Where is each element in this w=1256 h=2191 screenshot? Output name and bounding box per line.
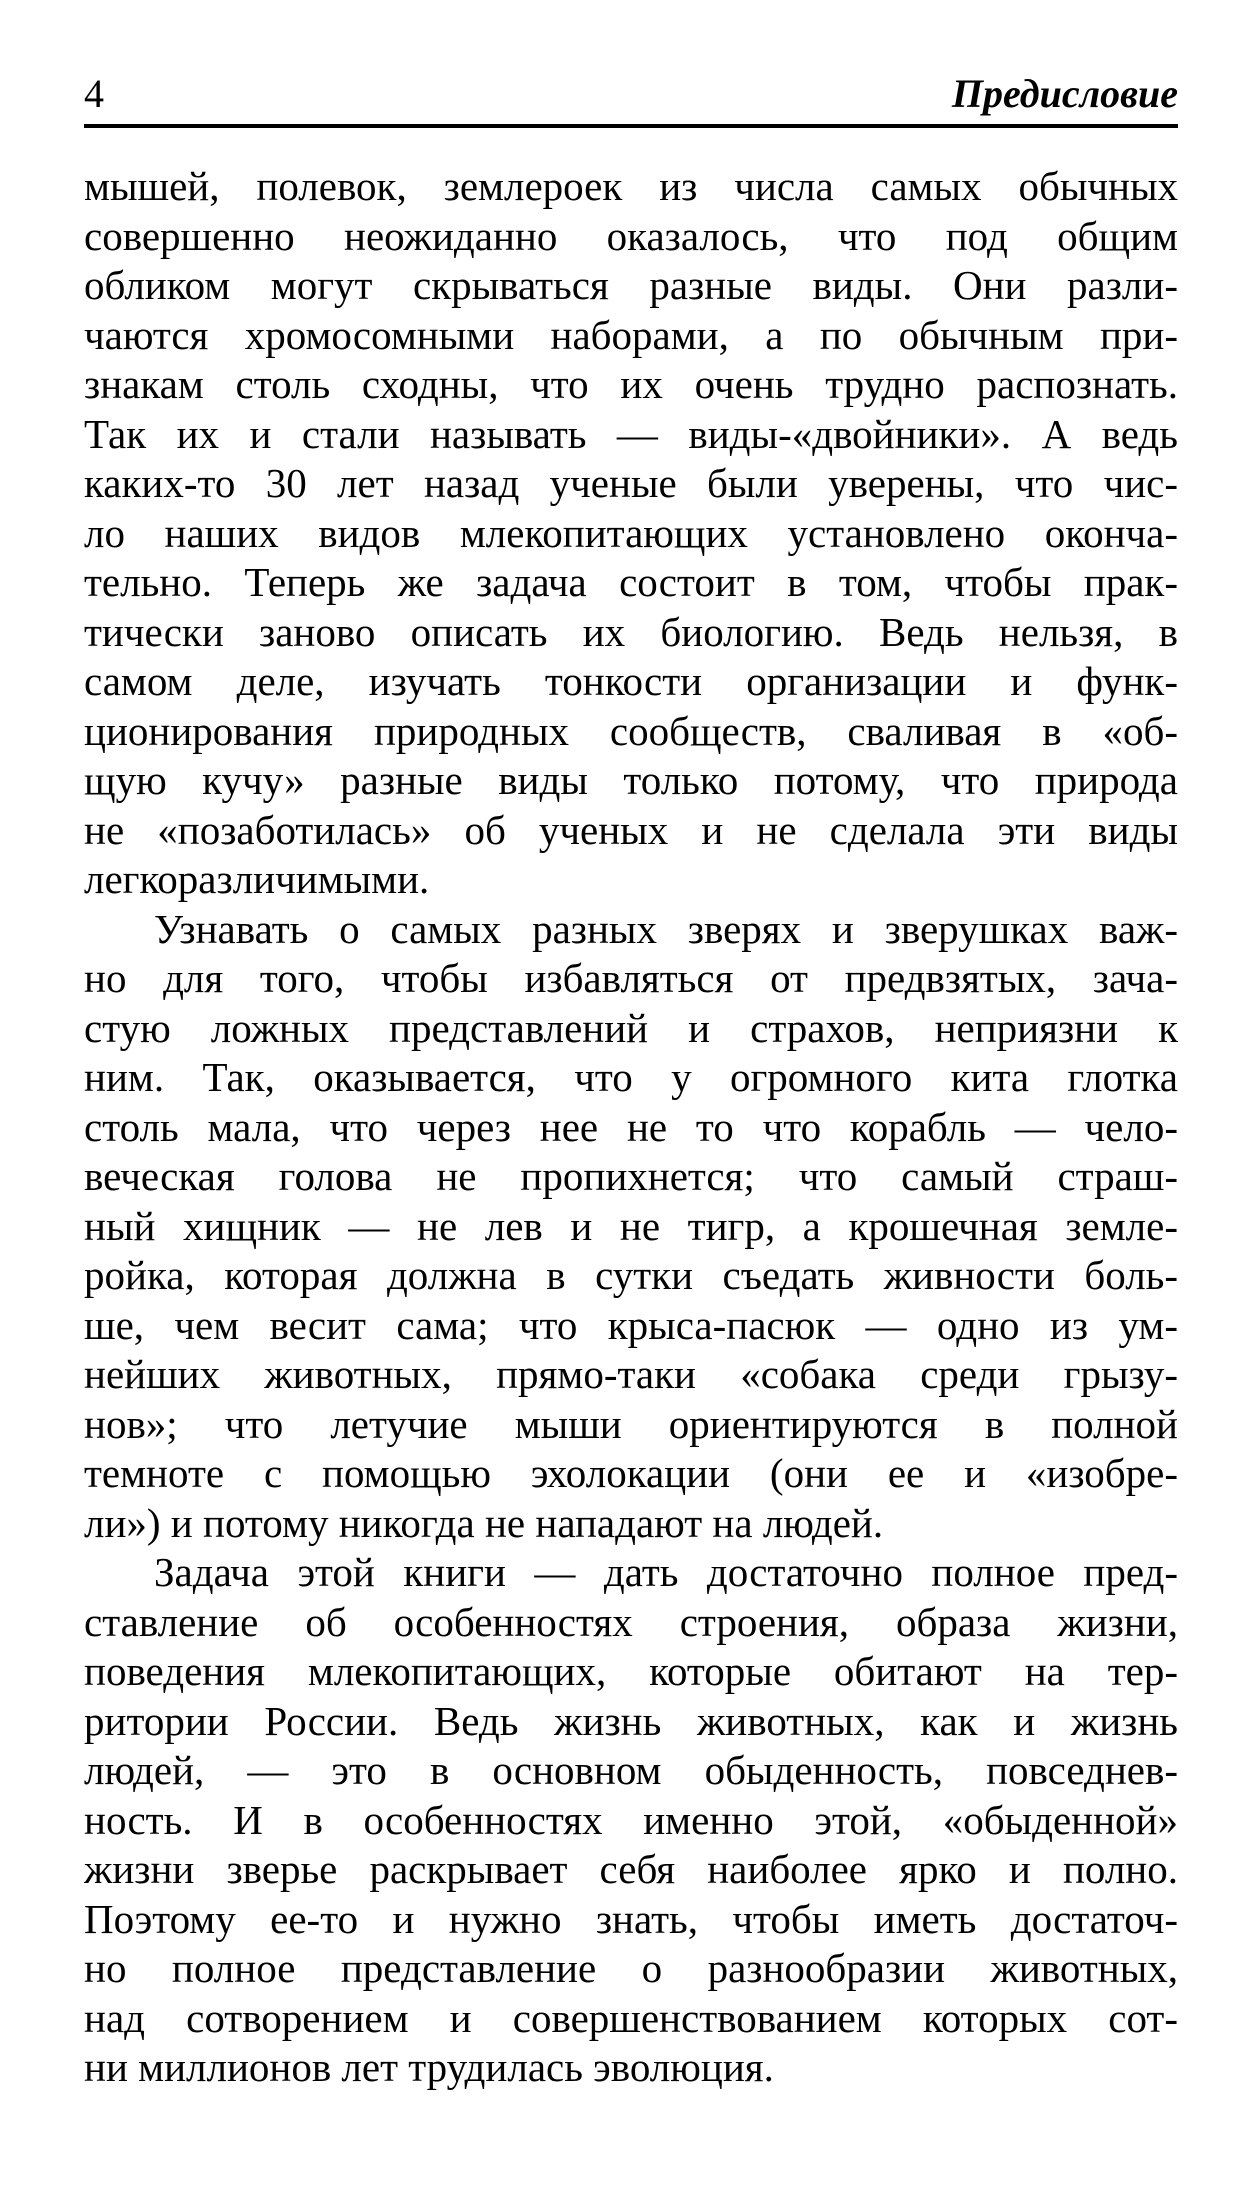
page-number: 4 bbox=[84, 71, 104, 116]
text-line: поведения млекопитающих, которые обитают на тер- bbox=[84, 1648, 1178, 1694]
text-line: ритории России. Ведь жизнь животных, как и жизнь bbox=[84, 1697, 1178, 1744]
text-line: тельно. Теперь же задача состоит в том, чтобы прак- bbox=[84, 559, 1178, 605]
text-line: столь мала, что через нее не то что корабль — чело- bbox=[84, 1103, 1178, 1150]
text-line: Задача этой книги — дать достаточно полное пред- bbox=[154, 1549, 1178, 1595]
text-line: темноте с помощью эхолокации (они ее и «изобре- bbox=[84, 1450, 1178, 1496]
text-line: обликом могут скрываться разные виды. Они разли- bbox=[84, 262, 1178, 308]
text-line: людей, — это в основном обыденность, повседнев- bbox=[84, 1747, 1178, 1793]
header-rule bbox=[84, 124, 1178, 128]
text-line: легкоразличимыми. bbox=[84, 856, 430, 902]
text-line: но для того, чтобы избавляться от предвзятых, зача- bbox=[84, 955, 1178, 1001]
text-line: чаются хромосомными наборами, а по обычным при- bbox=[84, 311, 1178, 358]
text-line: Поэтому ее-то и нужно знать, чтобы иметь достаточ- bbox=[84, 1895, 1178, 1942]
text-line: ционирования природных сообществ, сваливая в «об- bbox=[84, 707, 1178, 754]
text-line: знакам столь сходны, что их очень трудно распознать. bbox=[84, 361, 1178, 407]
text-line: мышей, полевок, землероек из числа самых обычных bbox=[84, 163, 1178, 209]
text-line: ло наших видов млекопитающих установлено оконча- bbox=[84, 509, 1178, 556]
text-line: стую ложных представлений и страхов, неприязни к bbox=[84, 1004, 1178, 1051]
text-line: жизни зверье раскрывает себя наиболее ярко и полно. bbox=[84, 1846, 1178, 1892]
text-line: но полное представление о разнообразии животных, bbox=[84, 1945, 1178, 1991]
running-head bbox=[84, 64, 1178, 124]
text-line: ним. Так, оказывается, что у огромного кита глотка bbox=[84, 1054, 1178, 1100]
text-line: каких-то 30 лет назад ученые были уверены, что чис- bbox=[84, 460, 1178, 506]
paragraph bbox=[84, 162, 1178, 905]
text-line: не «позаботилась» об ученых и не сделала эти виды bbox=[84, 806, 1178, 853]
text-line: ставление об особенностях строения, образа жизни, bbox=[84, 1598, 1178, 1645]
text-line: ройка, которая должна в сутки съедать живности боль- bbox=[84, 1252, 1178, 1298]
text-line: ный хищник — не лев и не тигр, а крошечная земле- bbox=[84, 1202, 1178, 1249]
text-line: Так их и стали называть — виды-«двойники». А ведь bbox=[84, 410, 1178, 457]
paragraph bbox=[84, 1548, 1178, 2093]
text-line: ни миллионов лет трудилась эволюция. bbox=[84, 2044, 774, 2090]
text-line: нейших животных, прямо-таки «собака среди грызу- bbox=[84, 1351, 1178, 1397]
text-line: ше, чем весит сама; что крыса-пасюк — одно из ум- bbox=[84, 1301, 1178, 1348]
text-line: самом деле, изучать тонкости организации и функ- bbox=[84, 658, 1178, 704]
text-line: тически заново описать их биологию. Ведь нельзя, в bbox=[84, 608, 1178, 655]
text-line: ность. И в особенностях именно этой, «обыденной» bbox=[84, 1796, 1178, 1843]
text-line: совершенно неожиданно оказалось, что под общим bbox=[84, 212, 1178, 259]
text-line: веческая голова не пропихнется; что самый страш- bbox=[84, 1153, 1178, 1199]
body-text bbox=[84, 162, 1178, 2093]
section-title: Предисловие bbox=[951, 71, 1178, 116]
text-line: Узнавать о самых разных зверях и зверушках важ- bbox=[154, 905, 1178, 952]
text-line: над сотворением и совершенствованием которых сот- bbox=[84, 1994, 1178, 2041]
text-line: нов»; что летучие мыши ориентируются в полной bbox=[84, 1400, 1178, 1447]
text-line: ли») и потому никогда не нападают на людей. bbox=[84, 1499, 884, 1546]
text-line: щую кучу» разные виды только потому, что природа bbox=[84, 757, 1178, 803]
paragraph bbox=[84, 905, 1178, 1549]
